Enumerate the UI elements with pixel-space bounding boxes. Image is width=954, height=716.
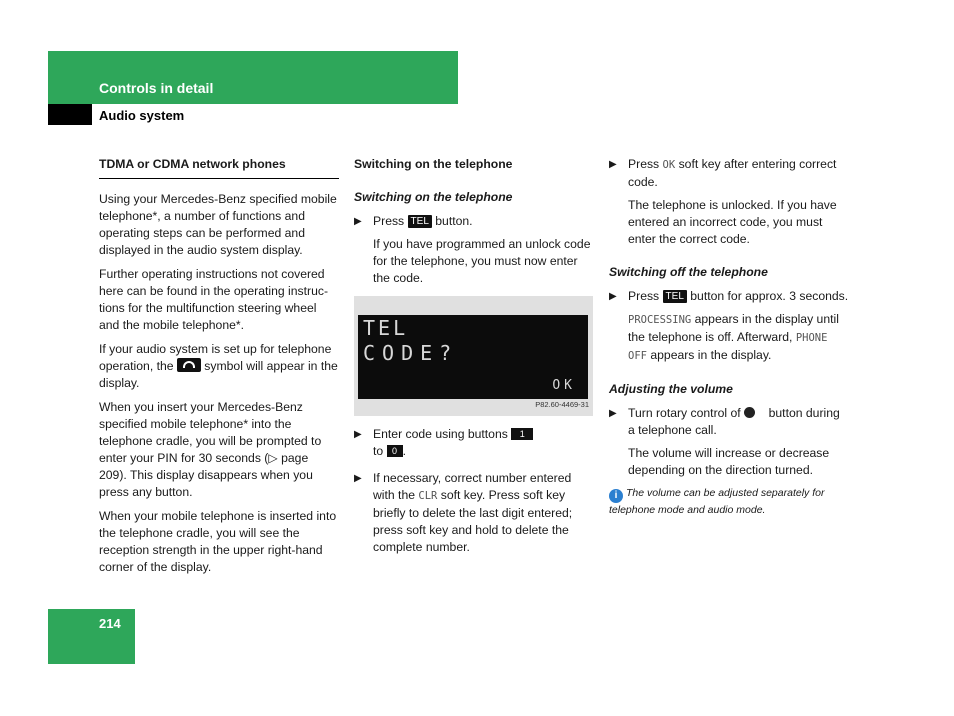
arrow-bullet-icon: ▶ (609, 291, 617, 302)
lcd-screen (358, 315, 588, 399)
arrow-bullet-icon: ▶ (354, 473, 362, 484)
column-2 (354, 156, 594, 562)
figure-reference: P82.60-4469-31 (535, 400, 589, 409)
arrow-bullet-icon: ▶ (609, 408, 617, 419)
phone-off-text: PHONE OFF (628, 332, 828, 362)
paragraph: Further operating instructions not covered here can be found in the operating instruc-tions for the multifunction steering wheel and the mobile telephone*. (99, 267, 329, 332)
subheading-volume: Adjusting the volume (609, 382, 733, 396)
paragraph: PROCESSING appears in the display until the telephone is off. Afterward, PHONE OFF appears in the display. (628, 312, 839, 362)
info-note: i The volume can be adjusted separately for telephone mode and audio mode. (609, 487, 825, 516)
subsection-marker (48, 104, 92, 125)
step-press-ok: ▶ Press OK soft key after entering correct code. (609, 157, 837, 189)
lcd-line-code: CODE? (363, 341, 459, 365)
paragraph: The volume will increase or decrease depending on the direction turned. (628, 446, 830, 477)
step-press-tel-off: ▶ Press TEL button for approx. 3 seconds. (609, 289, 849, 303)
subsection-title: Audio system (99, 108, 185, 123)
column-1 (99, 156, 339, 583)
clr-softkey: CLR (418, 490, 438, 502)
key-1: 1 (511, 428, 533, 440)
heading-switching-on: Switching on the telephone (354, 157, 513, 171)
tel-key: TEL (408, 215, 432, 228)
paragraph: If you have programmed an unlock code for the telephone, you must now enter the code. (373, 237, 591, 285)
rotary-control-icon (744, 407, 755, 418)
column-3 (609, 156, 849, 518)
tel-key: TEL (663, 290, 687, 303)
paragraph: Using your Mercedes-Benz specified mobile telephone*, a number of functions and operating steps can be performed and displayed in the audio system display. (99, 192, 337, 257)
paragraph: If your audio system is set up for telephone operation, the symbol will appear in the display. (99, 342, 338, 390)
ok-softkey: OK (662, 159, 676, 171)
page-number-band (48, 609, 135, 664)
subheading-switching-on: Switching on the telephone (354, 190, 513, 204)
step-press-tel: ▶ Press TEL button. (354, 214, 473, 228)
step-correct-number: ▶ If necessary, correct number entered with the CLR soft key. Press soft key briefly to delete the last digit entered; press soft key and hold to delete the complete number. (354, 471, 573, 554)
page-number: 214 (99, 616, 121, 631)
paragraph: The telephone is unlocked. If you have entered an incorrect code, you must enter the correct code. (628, 198, 837, 246)
lcd-line-tel: TEL (363, 316, 409, 340)
processing-text: PROCESSING (628, 314, 692, 326)
step-enter-code: ▶ Enter code using buttons 1 to 0 . (354, 426, 594, 460)
step-turn-rotary: ▶ Turn rotary control of button during a telephone call. (609, 406, 840, 437)
paragraph: When you insert your Mercedes-Benz specified mobile telephone* into the telephone cradle, you will be prompted to enter your PIN for 30 seconds (▷ page 209). This display disappears when you press any button. (99, 400, 322, 499)
telephone-icon (177, 358, 201, 372)
arrow-bullet-icon: ▶ (609, 159, 617, 170)
arrow-bullet-icon: ▶ (354, 429, 362, 440)
paragraph: When your mobile telephone is inserted into the telephone cradle, you will see the reception strength in the upper right-hand corner of the display. (99, 509, 337, 574)
arrow-bullet-icon: ▶ (354, 216, 362, 227)
key-0: 0 (387, 445, 403, 457)
display-illustration (354, 296, 593, 416)
lcd-softkey-ok: OK (552, 378, 576, 393)
subheading-switching-off: Switching off the telephone (609, 265, 768, 279)
info-icon: i (609, 489, 623, 503)
heading-network-phones: TDMA or CDMA network phones (99, 156, 339, 179)
header-band (48, 51, 458, 104)
section-title: Controls in detail (99, 80, 214, 96)
